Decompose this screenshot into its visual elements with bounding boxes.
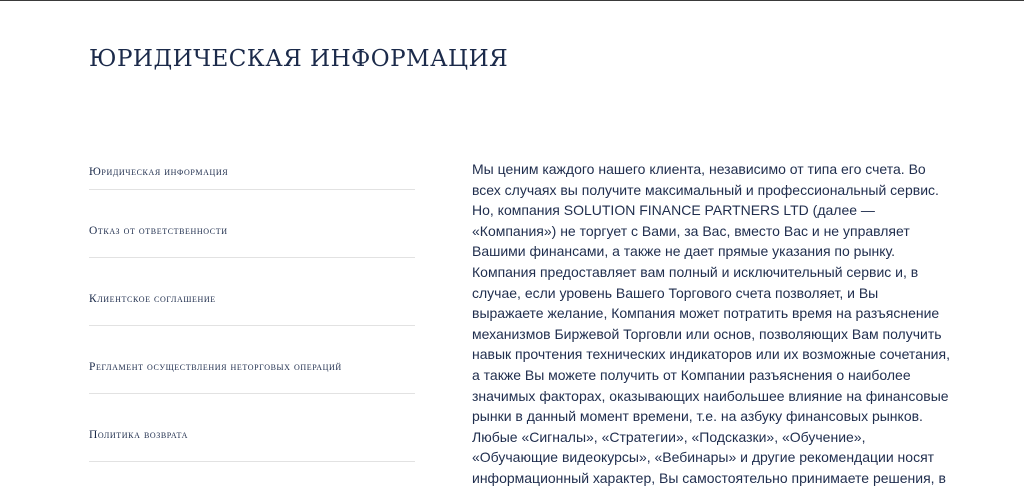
sidebar-item-label: Отказ от ответственности [89,224,228,237]
content-paragraph: Мы ценим каждого нашего клиента, независимо от типа его счета. Во всех случаях вы получите максимальный и профессиональный сервис. Но, компания SOLUTION FINANCE PARTNERS LTD (далее — «Компания») не торгует с Вами, за Вас, вместо Вас и не управляет Вашими финансами, а также не дает прямые указания по рынку. [472,161,939,260]
sidebar-item-client-agreement[interactable] [89,258,415,326]
sidebar-item-disclaimer[interactable] [89,190,415,258]
sidebar-item-refund-policy[interactable] [89,394,415,462]
sidebar-nav [89,155,415,462]
sidebar-item-label: Клиентское соглашение [89,292,216,305]
content-body [472,159,952,489]
sidebar-item-label: Регламент осуществления неторговых операций [89,360,342,373]
content-paragraph: Компания предоставляет вам полный и исключительный сервис и, в случае, если уровень Вашего Торгового счета позволяет, и Вы выражаете желание, Компания может потратить время на разъяснение механизмов Биржевой Торговли или основ, позволяющих Вам получить навык прочтения технических индикаторов или их возможные сочетания, а также Вы можете получить от Компании разъяснения о наиболее значимых факторах, оказывающих наибольшее влияние на финансовые рынки в данный момент времени, т.е. на азбуку финансовых рынков. Любые «Сигналы», «Стратегии», «Подсказки», «Обучение», «Обучающие видеокурсы», «Вебинары» и другие рекомендации носят информационный характер, Вы самостоятельно принимаете решения, в [472,263,950,486]
sidebar-item-non-trading-operations[interactable] [89,326,415,394]
sidebar-item-label: Юридическая информация [89,166,229,178]
sidebar-item-label: Политика возврата [89,428,188,441]
sidebar-item-legal-information[interactable] [89,155,415,190]
page-title: ЮРИДИЧЕСКАЯ ИНФОРМАЦИЯ [89,46,509,72]
top-divider [0,0,1024,1]
